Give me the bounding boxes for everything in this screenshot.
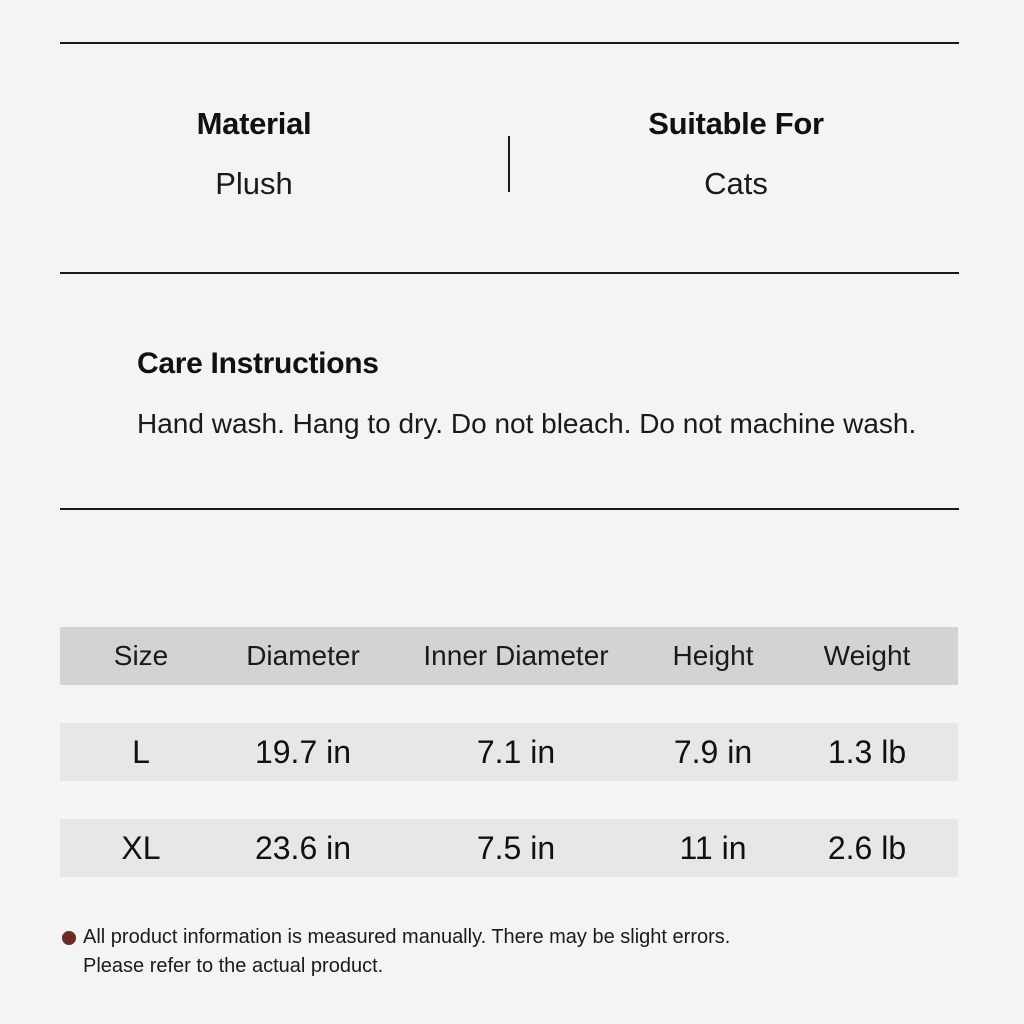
middle-divider	[60, 272, 959, 274]
suitable-for-value: Cats	[704, 166, 768, 201]
spec-vertical-divider	[508, 136, 510, 192]
disclaimer-line-2: Please refer to the actual product.	[83, 955, 384, 977]
table-row	[60, 819, 958, 877]
cell-inner-diameter: 7.1 in	[476, 734, 556, 770]
cell-height: 7.9 in	[673, 734, 753, 770]
table-row	[60, 723, 958, 781]
care-instructions-text: Hand wash. Hang to dry. Do not bleach. Do not machine wash.	[137, 408, 917, 439]
header-weight: Weight	[823, 640, 911, 671]
bottom-divider	[60, 508, 959, 510]
cell-weight: 1.3 lb	[827, 734, 907, 770]
header-inner-diameter: Inner Diameter	[423, 640, 609, 671]
header-size: Size	[113, 640, 169, 671]
cell-size: L	[132, 734, 150, 770]
cell-diameter: 19.7 in	[254, 734, 352, 770]
cell-height: 11 in	[679, 830, 747, 866]
material-spec	[104, 106, 404, 202]
header-height: Height	[672, 640, 754, 671]
suitable-for-spec	[586, 106, 886, 202]
care-instructions-title: Care Instructions	[137, 347, 379, 380]
cell-size: XL	[121, 830, 161, 866]
material-label: Material	[196, 106, 312, 141]
suitable-for-label: Suitable For	[648, 106, 824, 141]
cell-inner-diameter: 7.5 in	[476, 830, 556, 866]
size-table-header	[60, 627, 958, 685]
header-diameter: Diameter	[246, 640, 360, 671]
disclaimer-line-1: All product information is measured manually. There may be slight errors.	[83, 926, 731, 948]
material-value: Plush	[215, 166, 293, 201]
cell-diameter: 23.6 in	[254, 830, 352, 866]
top-divider	[60, 42, 959, 44]
note-bullet-icon	[62, 931, 76, 945]
cell-weight: 2.6 lb	[827, 830, 907, 866]
